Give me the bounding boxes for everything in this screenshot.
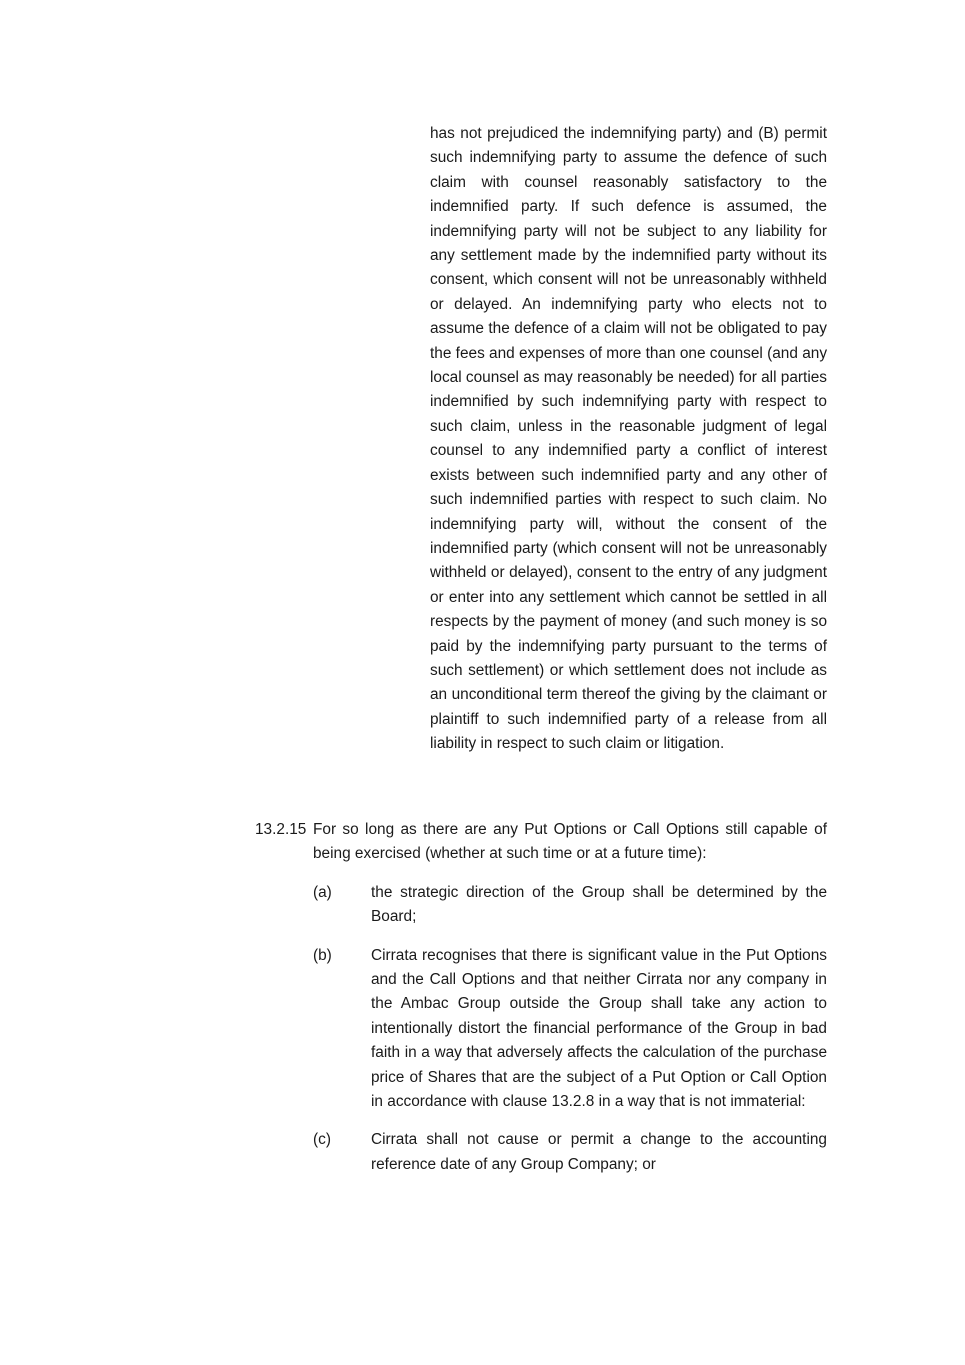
clause-subitems [313, 881, 827, 1177]
subitem-a [313, 881, 827, 930]
subitem-text: the strategic direction of the Group shall be determined by the Board; [371, 883, 827, 926]
clause-text: For so long as there are any Put Options or Call Options still capable of being exercised (whether at such time or at a future time): [313, 821, 827, 863]
clause-13-2-15 [255, 818, 827, 1191]
subitem-text: Cirrata shall not cause or permit a change to the accounting reference date of any Group Company; or [371, 1131, 827, 1173]
clause-heading [255, 818, 827, 867]
subitem-label: (a) [313, 883, 332, 901]
clause-number: 13.2.15 [255, 821, 307, 838]
subitem-label: (b) [313, 946, 332, 964]
subitem-text: Cirrata recognises that there is significant value in the Put Options and the Call Options and that neither Cirrata nor any company in the Ambac Group outside the Group shall take any action to intentionally distort the financial performance of the Group in bad faith in a way that adversely affects the calculation of the purchase price of Shares that are the subject of a Put Option or Call Option in accordance with clause 13.2.8 in a way that is not immaterial: [371, 946, 827, 1111]
continuation-paragraph: has not prejudiced the indemnifying party) and (B) permit such indemnifying party to assume the defence of such claim with counsel reasonably satisfactory to the indemnified party. If such defence is assumed, the indemnifying party will not be subject to any liability for any settlement made by the indemnified party without its consent, which consent will not be unreasonably withheld or delayed. An indemnifying party who elects not to assume the defence of a claim will not be obligated to pay the fees and expenses of more than one counsel (and any local counsel as may reasonably be needed) for all parties indemnified by such indemnifying party with respect to such claim, unless in the reasonable judgment of legal counsel to any indemnified party a conflict of interest exists between such indemnified party and any other of such indemnified parties with respect to such claim. No indemnifying party will, without the consent of the indemnified party (which consent will not be unreasonably withheld or delayed), consent to the entry of any judgment or enter into any settlement which cannot be settled in all respects by the payment of money (and such money is so paid by the indemnifying party pursuant to the terms of such settlement) or which settlement does not include as an unconditional term thereof the giving by the claimant or plaintiff to such indemnified party of a release from all liability in respect to such claim or litigation. [430, 125, 828, 753]
subitem-b [313, 944, 827, 1115]
subitem-c [313, 1128, 827, 1177]
subitem-label: (c) [313, 1131, 331, 1149]
